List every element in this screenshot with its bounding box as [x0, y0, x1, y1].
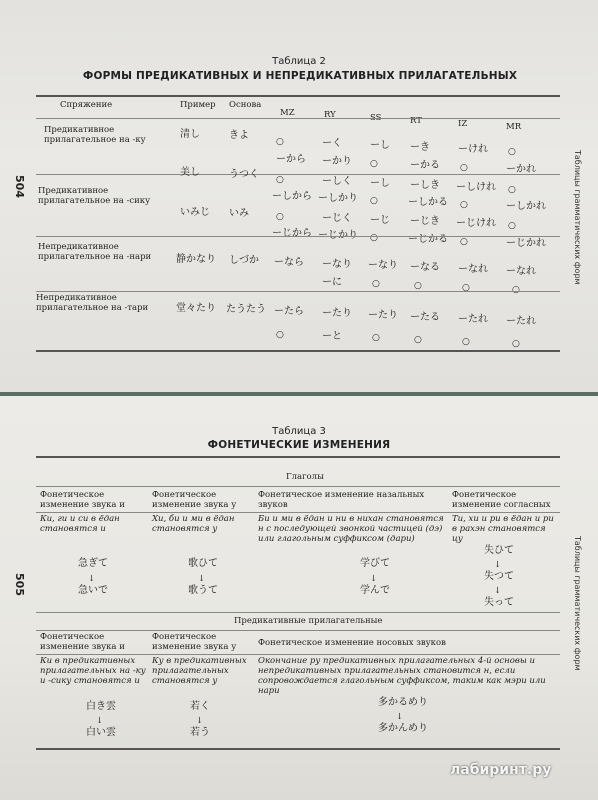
arrow-icon: ↓ — [88, 574, 96, 584]
table-title: ФОРМЫ ПРЕДИКАТИВНЫХ И НЕПРЕДИКАТИВНЫХ ПРИЛАГАТЕЛЬНЫХ — [82, 70, 518, 82]
example-word: 堂々たり — [176, 303, 216, 314]
header-example: Пример — [180, 100, 216, 110]
base-word: たうたう — [226, 304, 266, 315]
rule — [36, 174, 560, 175]
verbs-col-header: Фонетическое изменение звука у — [152, 490, 237, 510]
base-word: いみ — [229, 208, 249, 219]
base-word: きよ — [229, 130, 249, 141]
arrow-icon: ↓ — [396, 712, 404, 722]
rule — [36, 612, 560, 613]
cell-rt: ーじき — [410, 216, 440, 227]
rule — [36, 291, 560, 292]
cell-iz: ーたれ — [458, 314, 488, 325]
example-before: 失ひて — [484, 545, 514, 556]
rule — [36, 118, 560, 119]
section-header-verbs: Глаголы — [286, 472, 324, 482]
cell-rt: ○ — [414, 281, 422, 291]
arrow-icon: ↓ — [494, 586, 502, 596]
example-before: 若く — [190, 701, 210, 712]
cell-iz: ○ — [460, 237, 468, 247]
rule — [36, 456, 560, 458]
cell-mr: ーしかれ — [506, 201, 546, 212]
rule — [36, 486, 560, 487]
cell-iz: ○ — [462, 337, 470, 347]
cell-ss: ーなり — [368, 260, 398, 271]
verbs-rule-text: Ти, хи и ри в ёдан и ри в рахэн становятся цу — [452, 514, 554, 544]
cell-mr: ○ — [512, 339, 520, 349]
cell-ss: ーじ — [370, 215, 390, 226]
cell-ss: ーし — [370, 140, 390, 151]
example-after: 失って — [484, 597, 514, 608]
example-before: 白き雲 — [86, 701, 116, 712]
cell-rt: ○ — [414, 335, 422, 345]
bottom-page — [0, 396, 598, 800]
verbs-rule-text: Би и ми в ёдан и ни в нихан становятся н с последующей звонкой частицей (дэ) или глагольным суффиксом (дари) — [258, 514, 444, 544]
verbs-col-header: Фонетическое изменение звука и — [40, 490, 125, 510]
verbs-col-header: Фонетическое изменение согласных — [452, 490, 551, 510]
page-number: 505 — [12, 573, 26, 596]
cell-mr: ーじかれ — [506, 238, 546, 249]
cell-mz: ーなら — [274, 257, 304, 268]
header-base: Основа — [229, 100, 262, 110]
cell-rt: ーじかる — [408, 234, 448, 245]
cell-ry: ーに — [322, 277, 342, 288]
header-ss: SS — [370, 113, 382, 123]
cell-ry: ーく — [322, 138, 342, 149]
example-after: 急いで — [78, 585, 108, 596]
example-after: 多かんめり — [378, 723, 428, 734]
cell-ry: ーなり — [322, 259, 352, 270]
example-before: 多かるめり — [378, 697, 428, 708]
example-after: 白い雲 — [86, 727, 116, 738]
example-word: 美し — [180, 167, 200, 178]
header-ry: RY — [324, 110, 336, 120]
cell-rt: ーき — [410, 142, 430, 153]
cell-ss: ーし — [370, 178, 390, 189]
example-word: 静かなり — [176, 254, 216, 265]
cell-ry: ーじかり — [318, 230, 358, 241]
header-iz: IZ — [458, 119, 468, 129]
cell-mz: ーたら — [274, 306, 304, 317]
base-word: しづか — [229, 255, 259, 266]
cell-mz: ○ — [276, 175, 284, 185]
rule — [36, 630, 560, 631]
group-label: Непредикативное прилагательное на -нари — [38, 242, 152, 262]
adj-col-header: Фонетическое изменение носовых звуков — [258, 638, 446, 648]
cell-mz: ○ — [276, 330, 284, 340]
example-after: 歌うて — [188, 585, 218, 596]
rule — [36, 512, 560, 513]
example-word: 清し — [180, 129, 200, 140]
cell-iz: ○ — [462, 283, 470, 293]
verbs-rule-text: Хи, би и ми в ёдан становятся у — [152, 514, 235, 534]
example-before: 歌ひて — [188, 558, 218, 569]
side-label: Таблицы грамматических форм — [573, 150, 582, 285]
side-label: Таблицы грамматических форм — [573, 536, 582, 671]
cell-mr: ーかれ — [506, 164, 536, 175]
cell-mz: ーから — [276, 154, 306, 165]
cell-iz: ーしけれ — [456, 182, 496, 193]
header-mz: MZ — [280, 108, 295, 118]
example-after: 若う — [190, 727, 210, 738]
example-middle: 失つて — [484, 571, 514, 582]
cell-mr: ーたれ — [506, 316, 536, 327]
cell-mr: ーなれ — [506, 266, 536, 277]
group-label: Предикативное прилагательное на -ку — [44, 125, 146, 145]
page-number: 504 — [12, 175, 26, 198]
verbs-rule-text: Ки, ги и си в ёдан становятся и — [40, 514, 120, 534]
table-caption: Таблица 3 — [272, 426, 326, 437]
cell-ss: ○ — [372, 279, 380, 289]
cell-iz: ーけれ — [458, 144, 488, 155]
rule — [36, 95, 560, 97]
cell-ss: ○ — [370, 233, 378, 243]
rule — [36, 350, 560, 352]
cell-ry: ーしく — [322, 176, 352, 187]
cell-mr: ○ — [508, 185, 516, 195]
example-before: 学びて — [360, 558, 390, 569]
cell-ry: ーしかり — [318, 193, 358, 204]
cell-ry: ーかり — [322, 156, 352, 167]
example-before: 急ぎて — [78, 558, 108, 569]
adj-rule-text: Ку в предикативных прилагательных становятся у — [152, 656, 247, 686]
adj-col-header: Фонетическое изменение звука у — [152, 632, 237, 652]
cell-mr: ○ — [508, 147, 516, 157]
table-caption: Таблица 2 — [272, 56, 326, 67]
rule — [36, 748, 560, 750]
verbs-col-header: Фонетическое изменение назальных звуков — [258, 490, 425, 510]
cell-ss: ーたり — [368, 310, 398, 321]
cell-ry: ーたり — [322, 308, 352, 319]
rule — [36, 654, 560, 655]
example-after: 学んで — [360, 585, 390, 596]
cell-mz: ○ — [276, 212, 284, 222]
base-word: うつく — [229, 169, 259, 180]
adj-rule-text: Ки в предикативных прилагательных на -ку и -сику становятся и — [40, 656, 146, 686]
adj-rule-text: Окончание ру предикативных прилагательных 4-й основы и непредикативных прилагательных становится н, если сопровождается глагольным суффиксом, таким как мэри или нари — [258, 656, 546, 696]
header-mr: MR — [506, 122, 522, 132]
cell-rt: ーしかる — [408, 197, 448, 208]
cell-mr: ○ — [508, 221, 516, 231]
cell-iz: ○ — [460, 200, 468, 210]
header-conjugation: Спряжение — [60, 100, 113, 110]
rule — [36, 236, 560, 237]
arrow-icon: ↓ — [196, 716, 204, 726]
cell-rt: ーたる — [410, 312, 440, 323]
cell-mz: ーしから — [272, 191, 312, 202]
cell-mz: ーじから — [272, 228, 312, 239]
arrow-icon: ↓ — [96, 716, 104, 726]
cell-mz: ○ — [276, 137, 284, 147]
cell-rt: ーなる — [410, 262, 440, 273]
cell-ry: ーと — [322, 331, 342, 342]
example-word: いみじ — [180, 207, 210, 218]
cell-mr: ○ — [512, 285, 520, 295]
arrow-icon: ↓ — [198, 574, 206, 584]
arrow-icon: ↓ — [370, 574, 378, 584]
cell-rt: ーしき — [410, 180, 440, 191]
cell-iz: ○ — [460, 163, 468, 173]
header-rt: RT — [410, 116, 422, 126]
cell-ss: ○ — [370, 196, 378, 206]
cell-ss: ○ — [370, 159, 378, 169]
arrow-icon: ↓ — [494, 560, 502, 570]
watermark: лабиринт.ру — [450, 762, 552, 778]
cell-iz: ーじけれ — [456, 218, 496, 229]
table-title: ФОНЕТИЧЕСКИЕ ИЗМЕНЕНИЯ — [207, 439, 391, 451]
cell-rt: ーかる — [410, 160, 440, 171]
group-label: Предикативное прилагательное на -сику — [38, 186, 151, 206]
section-header-adjectives: Предикативные прилагательные — [234, 616, 383, 626]
cell-ry: ーじく — [322, 213, 352, 224]
group-label: Непредикативное прилагательное на -тари — [36, 293, 149, 313]
cell-iz: ーなれ — [458, 264, 488, 275]
adj-col-header: Фонетическое изменение звука и — [40, 632, 125, 652]
cell-ss: ○ — [372, 333, 380, 343]
top-page — [0, 0, 598, 392]
